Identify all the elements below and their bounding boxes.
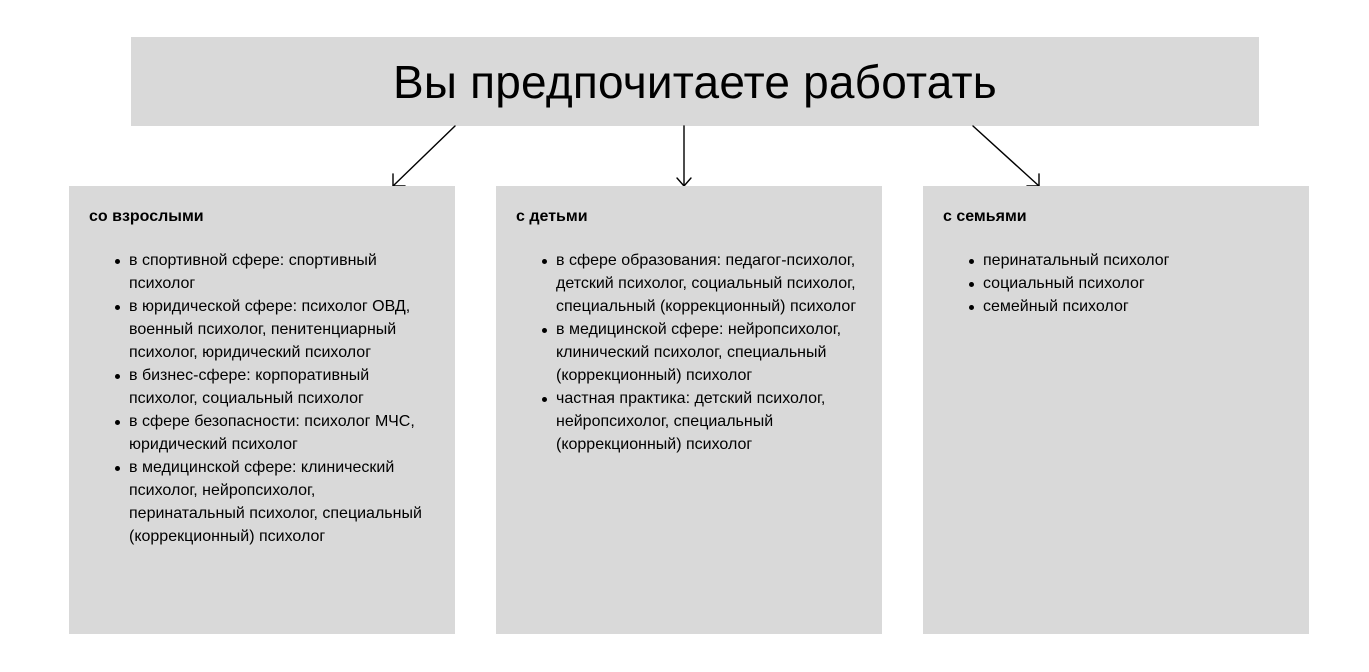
families-heading: с семьями: [943, 208, 1027, 225]
title-box: [131, 37, 1259, 126]
list-item: социальный психолог: [969, 272, 1289, 295]
list-item: частная практика: детский психолог, нейропсихолог, специальный (коррекционный) психолог: [542, 387, 862, 456]
list-item: в сфере безопасности: психолог МЧС, юридический психолог: [115, 410, 435, 456]
list-item: в медицинской сфере: клинический психолог, нейропсихолог, перинатальный психолог, специальный (коррекционный) психолог: [115, 456, 435, 548]
adults-card: [69, 186, 455, 634]
list-item: перинатальный психолог: [969, 249, 1289, 272]
adults-heading: со взрослыми: [89, 208, 204, 225]
diagram-title: Вы предпочитаете работать: [393, 55, 997, 108]
adults-list: [89, 249, 435, 548]
list-item: семейный психолог: [969, 295, 1289, 318]
arrow-to-families: [973, 126, 1039, 186]
children-card: [496, 186, 882, 634]
list-item: в юридической сфере: психолог ОВД, военный психолог, пенитенциарный психолог, юридический психолог: [115, 295, 435, 364]
list-item: в сфере образования: педагог-психолог, детский психолог, социальный психолог, специальный (коррекционный) психолог: [542, 249, 862, 318]
arrow-to-children: [677, 126, 691, 186]
children-list: [516, 249, 862, 456]
families-list: [943, 249, 1289, 318]
arrow-to-adults: [393, 126, 455, 186]
list-item: в бизнес-сфере: корпоративный психолог, социальный психолог: [115, 364, 435, 410]
list-item: в спортивной сфере: спортивный психолог: [115, 249, 435, 295]
list-item: в медицинской сфере: нейропсихолог, клинический психолог, специальный (коррекционный) психолог: [542, 318, 862, 387]
children-heading: с детьми: [516, 208, 588, 225]
families-card: [923, 186, 1309, 634]
